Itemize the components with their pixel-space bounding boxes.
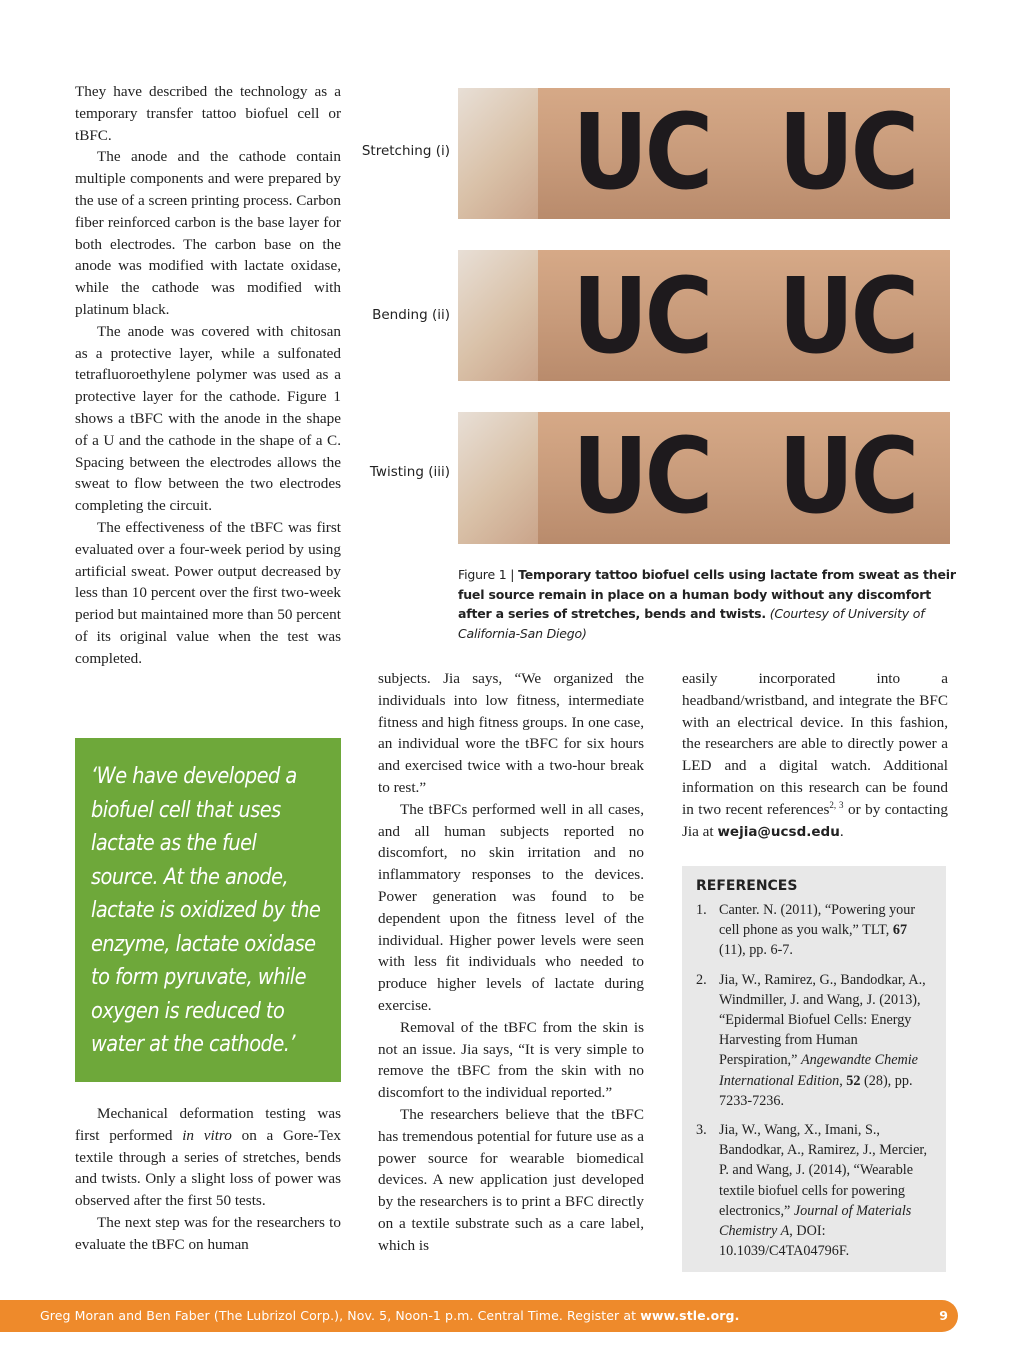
figure-caption: Figure 1 | Temporary tattoo biofuel cells using lactate from sweat as their fuel source remain in place on a human body without any discomfort after a series of stretches, bends and twists. (Courtesy of University of California-San Diego) [458, 567, 956, 641]
email-link[interactable]: wejia@ucsd.edu [717, 823, 840, 840]
figure-label-bending: Bending (ii) [372, 307, 450, 323]
references-list [696, 900, 930, 1261]
paragraph: The anode was covered with chitosan as a protective layer, while a sulfonated tetrafluoroethylene polymer was used as a protective layer for the cathode. Figure 1 shows a tBFC with the anode in the shape of a U and the cathode in the shape of a C. Spacing between the electrodes allows the sweat to flow between the two electrodes completing the circuit. [75, 322, 341, 515]
references-heading: REFERENCES [696, 878, 798, 894]
photo-bending-arm [458, 250, 538, 381]
pull-quote-text: ‘We have developed a biofuel cell that uses lactate as the fuel source. At the anode, lactate is oxidized by the enzyme, lactate oxidase to form pyruvate, while oxygen is reduced to water at the cathode.’ [91, 764, 321, 1057]
photo-twisting-arm [458, 412, 538, 544]
footer-link[interactable]: www.stle.org. [640, 1308, 740, 1323]
paragraph: The tBFCs performed well in all cases, and all human subjects reported no discomfort, no skin irritation and no inflammatory responses to the devices. Power generation was found to be dependent upon the fitness level of the individual. Higher power levels were seen with less fit individuals who needed to produce higher levels of lactate during exercise. [378, 800, 644, 1014]
tattoo-uc: UC [572, 255, 710, 377]
article-column-1-continued [75, 1103, 341, 1256]
reference-item: 1. Canter. N. (2011), “Powering your cell phone as you walk,” TLT, 67 (11), pp. 6-7. [696, 902, 916, 959]
tattoo-uc: UC [778, 91, 916, 213]
photo-stretching-arm [458, 88, 538, 219]
paragraph: They have described the technology as a temporary transfer tattoo biofuel cell or tBFC. [75, 83, 341, 144]
page-number: 9 [939, 1308, 948, 1323]
article-column-1 [75, 81, 341, 670]
tattoo-uc: UC [778, 415, 916, 537]
paragraph: easily incorporated into a headband/wristband, and integrate the BFC with an electrical device. In this fashion, the researchers are able to directly power a LED and a digital watch. Additional information on this research can be found in two recent references$^{2, 3}$ or by contacting Jia at wejia@ucsd.edu. [682, 670, 948, 840]
paragraph: Mechanical deformation testing was first performed in vitro on a Gore-Tex textile through a series of stretches, bends and twists. Only a slight loss of power was observed after the first 50 tests. [75, 1105, 342, 1210]
figure-label-stretching: Stretching (i) [361, 143, 450, 159]
pull-quote-box [75, 738, 341, 1082]
footer-bar [0, 1300, 958, 1332]
paragraph: The anode and the cathode contain multiple components and were prepared by the use of a screen printing process. Carbon fiber reinforced carbon is the base layer for both electrodes. The carbon base on the anode was modified with lactate oxidase, while the cathode was modified with platinum black. [75, 148, 341, 318]
tattoo-uc: UC [572, 415, 710, 537]
paragraph: The effectiveness of the tBFC was first evaluated over a four-week period by using artificial sweat. Power output decreased by less than 10 percent over the first two-week period but maintained more than 50 percent of its original value when the test was completed. [75, 518, 341, 667]
paragraph: The next step was for the researchers to evaluate the tBFC on human [75, 1213, 341, 1253]
article-column-2 [378, 668, 644, 1257]
article-column-3 [682, 668, 948, 843]
tattoo-uc: UC [778, 255, 916, 377]
paragraph: The researchers believe that the tBFC has tremendous potential for future use as a power source for wearable biomedical devices. A new application just developed by the researchers is to print a BFC directly on a textile substrate such as a care label, which is [378, 1105, 644, 1254]
reference-item: 3. Jia, W., Wang, X., Imani, S., Bandodkar, A., Ramirez, J., Mercier, P. and Wang, J. (2014), “Wearable textile biofuel cells for powering electronics,” Journal of Materials Chemistry A, DOI: 10.1039/C4TA04796F. [696, 1122, 928, 1260]
paragraph: subjects. Jia says, “We organized the individuals into low fitness, intermediate fitness and high fitness groups. In one case, an individual wore the tBFC for six hours and exercised twice with a two-hour break to rest.” [378, 670, 644, 796]
reference-item: 2. Jia, W., Ramirez, G., Bandodkar, A., Windmiller, J. and Wang, J. (2013), “Epidermal Biofuel Cells: Energy Harvesting from Human Perspiration,” Angewandte Chemie International Edition, 52 (28), pp. 7233-7236. [696, 971, 926, 1109]
tattoo-uc: UC [572, 91, 710, 213]
references-box [682, 866, 946, 1272]
footer-text: Greg Moran and Ben Faber (The Lubrizol Corp.), Nov. 5, Noon-1 p.m. Central Time. Register at www.stle.org. [40, 1308, 740, 1323]
paragraph: Removal of the tBFC from the skin is not an issue. Jia says, “It is very simple to remove the tBFC from the skin with no discomfort to the individual reported.” [378, 1018, 644, 1102]
figure-label-twisting: Twisting (iii) [369, 464, 450, 480]
